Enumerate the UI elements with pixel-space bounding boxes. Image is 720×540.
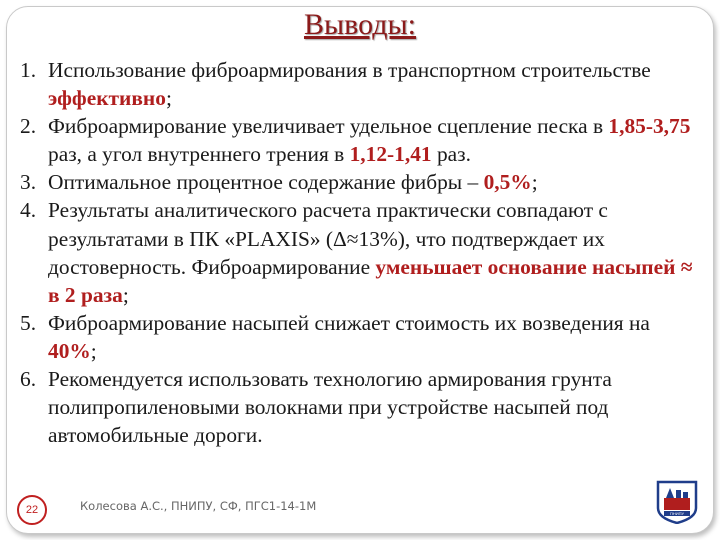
list-item	[20, 309, 700, 365]
item-text: Использование фиброармирования в транспортном строительстве	[48, 58, 651, 82]
slide-title: Выводы:	[303, 8, 417, 41]
list-item	[20, 56, 700, 112]
highlight-text: 1,12-1,41	[349, 142, 432, 167]
item-text: Рекомендуется использовать технологию армирования грунта полипропиленовыми волокнами при устройстве насыпей под автомобильные дороги.	[48, 367, 612, 448]
item-number: 6.	[20, 367, 37, 392]
item-text: ;	[165, 86, 172, 111]
item-text: Результаты аналитического расчета практически совпадают с результатами в ПК «PLAXIS» (Δ≈13%), что подтверждает их достоверность. Фиброармирование	[48, 198, 608, 279]
item-text: ;	[531, 170, 538, 195]
item-text: Фиброармирование увеличивает удельное сцепление песка в	[48, 114, 609, 139]
highlight-text: 0,5%	[483, 170, 532, 195]
page-number-badge: 22	[17, 495, 47, 525]
item-number: 4.	[20, 198, 37, 223]
list-item	[20, 196, 700, 308]
svg-text:ПНИПУ: ПНИПУ	[669, 511, 685, 516]
highlight-text: уменьшает основание насыпей ≈ в 2 раза	[48, 254, 693, 307]
conclusions-list	[20, 56, 700, 449]
item-text: ;	[122, 282, 129, 307]
highlight-text: эффективно	[48, 86, 166, 111]
highlight-text: 1,85-3,75	[608, 114, 691, 139]
list-item	[20, 112, 700, 168]
item-number: 5.	[20, 310, 37, 335]
university-logo-icon	[654, 478, 700, 524]
item-number: 1.	[20, 58, 37, 82]
item-text: Фиброармирование насыпей снижает стоимость их возведения на	[48, 310, 650, 335]
footer-author: Колесова А.С., ПНИПУ, СФ, ПГС1-14-1М	[80, 499, 317, 513]
item-number: 3.	[20, 170, 37, 195]
list-item	[20, 168, 700, 196]
item-text: Оптимальное процентное содержание фибры –	[48, 170, 484, 195]
item-text: раз.	[431, 142, 471, 167]
list-item	[20, 365, 700, 449]
item-text: раз, а угол внутреннего трения в	[48, 142, 350, 167]
highlight-text: 40%	[48, 338, 91, 363]
item-text: ;	[90, 338, 97, 363]
item-number: 2.	[20, 114, 37, 139]
